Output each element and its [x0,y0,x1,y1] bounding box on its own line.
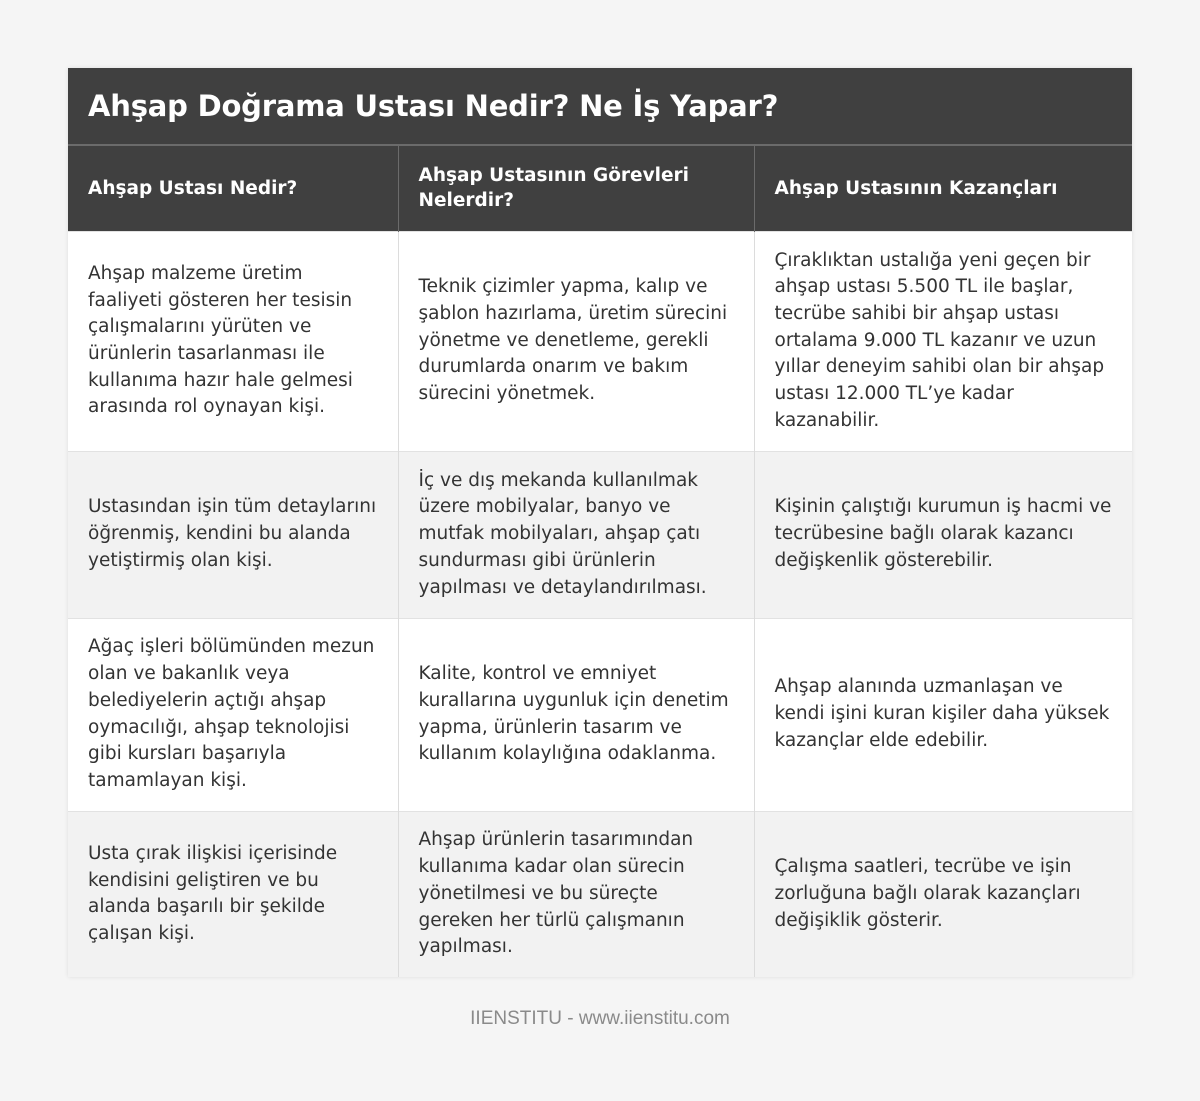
table-cell: Çıraklıktan ustalığa yeni geçen bir ahşap ustası 5.500 TL ile başlar, tecrübe sahibi bir ahşap ustası ortalama 9.000 TL kazanır ve uzun yıllar deneyim sahibi olan bir ahşap ustası 12.000 TL’ye kadar kazanabilir. [754,231,1132,451]
table-row [68,231,1132,451]
info-card [68,68,1132,977]
table-cell: Usta çırak ilişkisi içerisinde kendisini geliştiren ve bu alanda başarılı bir şekilde çalışan kişi. [68,811,398,977]
info-table [68,144,1132,977]
table-cell: Ahşap ürünlerin tasarımından kullanıma kadar olan sürecin yönetilmesi ve bu süreçte gereken her türlü çalışmanın yapılması. [398,811,754,977]
column-header: Ahşap Ustasının Görevleri Nelerdir? [398,145,754,231]
table-cell: Kalite, kontrol ve emniyet kurallarına uygunluk için denetim yapma, ürünlerin tasarım ve kullanım kolaylığına odaklanma. [398,618,754,811]
column-header: Ahşap Ustasının Kazançları [754,145,1132,231]
table-cell: Ahşap alanında uzmanlaşan ve kendi işini kuran kişiler daha yüksek kazançlar elde edebilir. [754,618,1132,811]
column-header: Ahşap Ustası Nedir? [68,145,398,231]
page-title: Ahşap Doğrama Ustası Nedir? Ne İş Yapar? [68,68,1132,144]
table-cell: Teknik çizimler yapma, kalıp ve şablon hazırlama, üretim sürecini yönetme ve denetleme, gerekli durumlarda onarım ve bakım sürecini yönetmek. [398,231,754,451]
table-cell: Kişinin çalıştığı kurumun iş hacmi ve tecrübesine bağlı olarak kazancı değişkenlik gösterebilir. [754,451,1132,618]
footer-credit: IIENSTITU - www.iienstitu.com [470,1008,730,1029]
table-cell: Ahşap malzeme üretim faaliyeti gösteren her tesisin çalışmalarını yürüten ve ürünlerin tasarlanması ile kullanıma hazır hale gelmesi arasında rol oynayan kişi. [68,231,398,451]
table-cell: Ustasından işin tüm detaylarını öğrenmiş, kendini bu alanda yetiştirmiş olan kişi. [68,451,398,618]
table-row [68,618,1132,811]
table-cell: İç ve dış mekanda kullanılmak üzere mobilyalar, banyo ve mutfak mobilyaları, ahşap çatı sundurması gibi ürünlerin yapılması ve detaylandırılması. [398,451,754,618]
table-cell: Çalışma saatleri, tecrübe ve işin zorluğuna bağlı olarak kazançları değişiklik gösterir. [754,811,1132,977]
table-header-row [68,145,1132,231]
table-row [68,451,1132,618]
table-row [68,811,1132,977]
table-cell: Ağaç işleri bölümünden mezun olan ve bakanlık veya belediyelerin açtığı ahşap oymacılığı, ahşap teknolojisi gibi kursları başarıyla tamamlayan kişi. [68,618,398,811]
